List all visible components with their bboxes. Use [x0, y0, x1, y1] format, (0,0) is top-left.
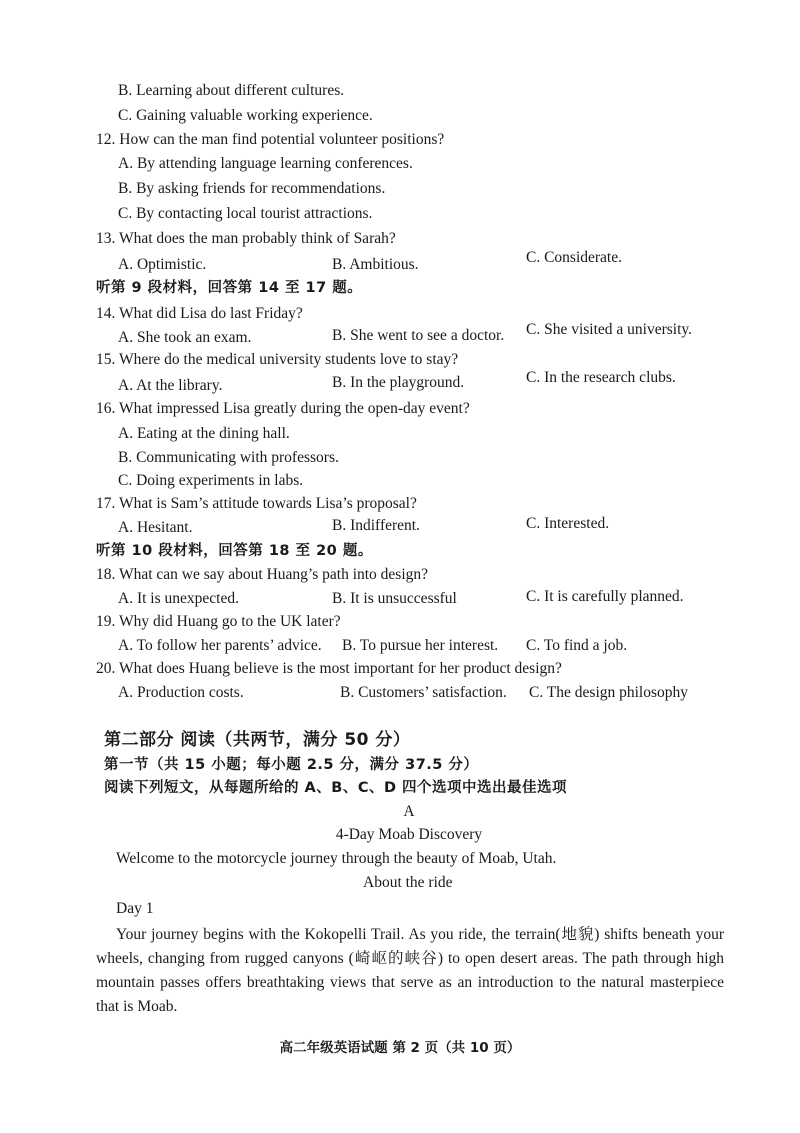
q11-option-b: B. Learning about different cultures.	[118, 82, 345, 99]
q13-option-b: B. Ambitious.	[332, 256, 419, 273]
q18-option-a: A. It is unexpected.	[118, 590, 239, 607]
q19-option-c: C. To find a job.	[526, 637, 628, 654]
part2-heading: 第二部分 阅读（共两节，满分 50 分）	[104, 730, 411, 750]
q12-question: 12. How can the man find potential volunteer positions?	[96, 131, 445, 148]
q18-option-b: B. It is unsuccessful	[332, 590, 457, 607]
q20-option-b: B. Customers’ satisfaction.	[340, 684, 507, 701]
day1-paragraph	[96, 923, 724, 1019]
passage-subtitle: About the ride	[363, 874, 453, 891]
q15-question: 15. Where do the medical university students love to stay?	[96, 351, 459, 368]
q19-question: 19. Why did Huang go to the UK later?	[96, 613, 341, 630]
q16-option-b: B. Communicating with professors.	[118, 449, 339, 466]
q20-option-c: C. The design philosophy	[529, 684, 689, 701]
q12-option-b: B. By asking friends for recommendations.	[118, 180, 386, 197]
q13-option-c: C. Considerate.	[526, 249, 622, 266]
page-footer: 高二年级英语试题 第 2 页（共 10 页）	[279, 1040, 521, 1056]
q17-option-c: C. Interested.	[526, 515, 610, 532]
part2-instruction: 阅读下列短文，从每题所给的 A、B、C、D 四个选项中选出最佳选项	[104, 780, 568, 796]
day-label: Day 1	[116, 900, 154, 917]
q14-option-a: A. She took an exam.	[118, 329, 252, 346]
q16-question: 16. What impressed Lisa greatly during the open-day event?	[96, 400, 470, 417]
passage-title: 4-Day Moab Discovery	[335, 826, 483, 843]
q16-option-c: C. Doing experiments in labs.	[118, 472, 304, 489]
section10-instruction: 听第 10 段材料，回答第 18 至 20 题。	[96, 543, 373, 559]
q17-option-a: A. Hesitant.	[118, 519, 193, 536]
q16-option-a: A. Eating at the dining hall.	[118, 425, 290, 442]
q11-option-c: C. Gaining valuable working experience.	[118, 107, 373, 124]
part2-section1: 第一节（共 15 小题；每小题 2.5 分，满分 37.5 分）	[104, 757, 479, 773]
q17-option-b: B. Indifferent.	[332, 517, 420, 534]
section9-instruction: 听第 9 段材料，回答第 14 至 17 题。	[96, 280, 363, 296]
q15-option-b: B. In the playground.	[332, 374, 465, 391]
q15-option-a: A. At the library.	[118, 377, 223, 394]
q14-question: 14. What did Lisa do last Friday?	[96, 305, 303, 322]
day1-text: Your journey begins with the Kokopelli Trail. As you ride, the terrain(地貌) shifts beneath your wheels, changing from rugged canyons (崎岖的峡谷) to open desert areas. The path through high mountain passes offers breathtaking views that serve as an introduction to the natural masterpiece that is Moab.	[96, 926, 724, 1015]
q14-option-b: B. She went to see a doctor.	[332, 327, 505, 344]
q13-option-a: A. Optimistic.	[118, 256, 207, 273]
q19-option-a: A. To follow her parents’ advice.	[118, 637, 322, 654]
q12-option-c: C. By contacting local tourist attractions.	[118, 205, 373, 222]
q20-question: 20. What does Huang believe is the most important for her product design?	[96, 660, 562, 677]
q20-option-a: A. Production costs.	[118, 684, 244, 701]
passage-welcome: Welcome to the motorcycle journey through the beauty of Moab, Utah.	[116, 850, 557, 867]
q15-option-c: C. In the research clubs.	[526, 369, 676, 386]
q12-option-a: A. By attending language learning conferences.	[118, 155, 413, 172]
passage-letter: A	[403, 803, 415, 820]
q13-question: 13. What does the man probably think of Sarah?	[96, 230, 396, 247]
q19-option-b: B. To pursue her interest.	[342, 637, 499, 654]
q14-option-c: C. She visited a university.	[526, 321, 693, 338]
q18-question: 18. What can we say about Huang’s path into design?	[96, 566, 429, 583]
q17-question: 17. What is Sam’s attitude towards Lisa’s proposal?	[96, 495, 417, 512]
q18-option-c: C. It is carefully planned.	[526, 588, 684, 605]
